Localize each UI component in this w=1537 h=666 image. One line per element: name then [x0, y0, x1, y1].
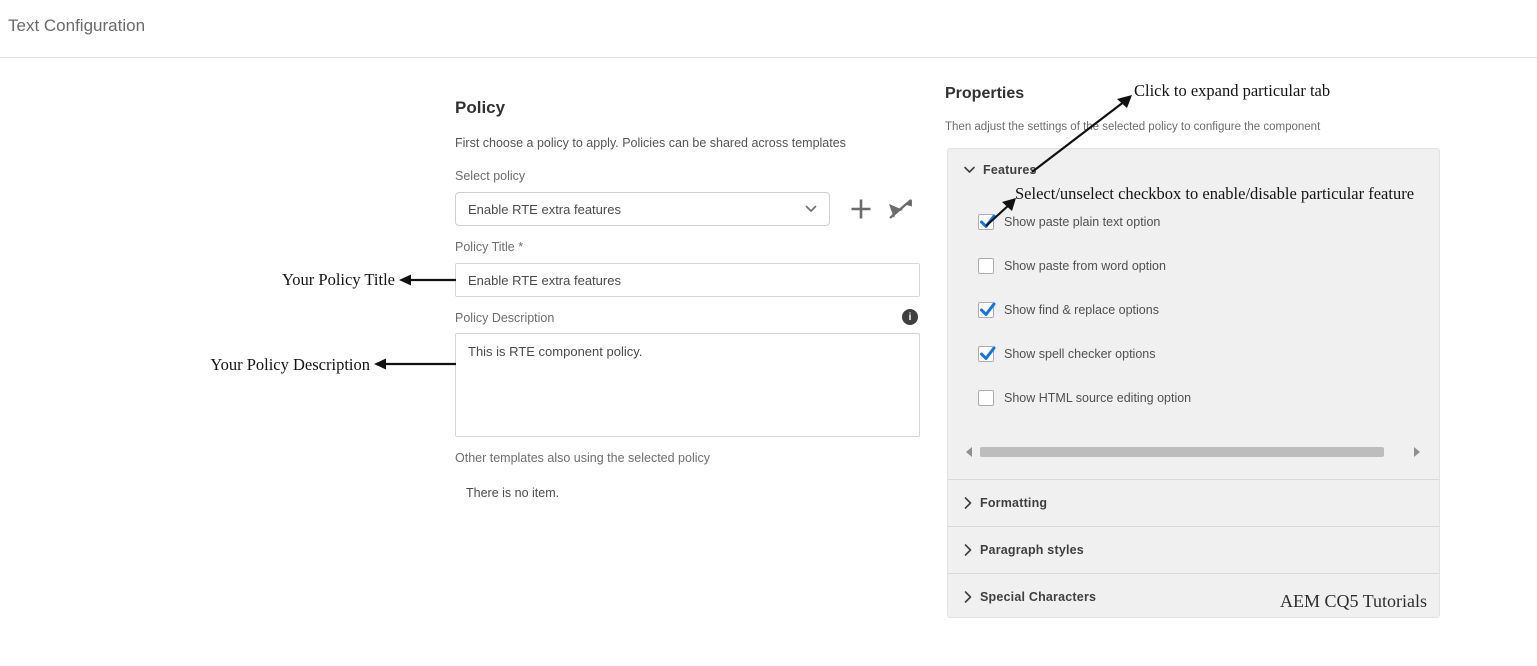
info-icon[interactable]	[902, 309, 918, 325]
checkbox-box	[978, 302, 994, 318]
policy-title-value: Enable RTE extra features	[468, 272, 621, 288]
chevron-down-icon	[805, 205, 817, 213]
checkbox-find-replace[interactable]	[978, 302, 1159, 318]
add-policy-button[interactable]	[847, 195, 875, 223]
annotation-checkbox-hint: Select/unselect checkbox to enable/disable particular feature	[1015, 184, 1415, 203]
select-policy-label: Select policy	[455, 169, 526, 183]
chevron-right-icon	[964, 544, 972, 556]
policy-section-subtitle: First choose a policy to apply. Policies can be shared across templates	[455, 136, 846, 150]
checkbox-box	[978, 258, 994, 274]
policy-section-title: Policy	[455, 98, 506, 117]
policy-description-textarea[interactable]	[455, 333, 920, 437]
scroll-right-arrow[interactable]	[1414, 447, 1420, 457]
tab-features-label: Features	[983, 163, 1037, 177]
checkbox-label: Show find & replace options	[1004, 303, 1159, 317]
annotation-policy-description: Your Policy Description	[210, 355, 370, 374]
annotation-policy-title: Your Policy Title	[282, 270, 395, 289]
chevron-down-icon	[964, 166, 975, 174]
tab-paragraph-styles-label: Paragraph styles	[980, 543, 1084, 557]
checkbox-label: Show spell checker options	[1004, 347, 1156, 361]
tab-formatting[interactable]	[948, 479, 1439, 526]
policy-description-label: Policy Description	[455, 311, 555, 325]
chevron-right-icon	[964, 497, 972, 509]
watermark-text: AEM CQ5 Tutorials	[1280, 591, 1428, 611]
policy-title-input[interactable]	[455, 263, 920, 297]
header-divider	[0, 57, 1537, 58]
page-title: Text Configuration	[8, 16, 146, 35]
properties-section-subtitle: Then adjust the settings of the selected policy to configure the component	[945, 121, 1321, 133]
plus-icon	[850, 198, 872, 220]
pointer-arrow-icon	[886, 197, 914, 221]
tab-formatting-label: Formatting	[980, 496, 1048, 510]
no-item-text: There is no item.	[466, 486, 560, 500]
chevron-right-icon	[964, 591, 972, 603]
annotation-arrow-left	[374, 357, 457, 371]
annotation-arrow-diagonal	[982, 196, 1022, 230]
checkbox-box	[978, 346, 994, 362]
scrollbar-thumb[interactable]	[980, 447, 1384, 457]
other-templates-label: Other templates also using the selected policy	[455, 451, 710, 465]
checkbox-label: Show paste plain text option	[1004, 215, 1161, 229]
apply-policy-button[interactable]	[884, 195, 916, 223]
tab-paragraph-styles[interactable]	[948, 526, 1439, 573]
annotation-arrow-left	[399, 273, 457, 287]
checkbox-paste-from-word[interactable]	[978, 258, 1166, 274]
horizontal-scrollbar	[958, 444, 1428, 460]
checkbox-label: Show HTML source editing option	[1004, 391, 1192, 405]
checkbox-spell-checker[interactable]	[978, 346, 1155, 362]
checkbox-box	[978, 390, 994, 406]
checkbox-label: Show paste from word option	[1004, 259, 1166, 273]
select-policy-dropdown[interactable]	[455, 192, 830, 226]
tab-special-characters-label: Special Characters	[980, 589, 1097, 604]
info-icon-glyph: i	[908, 311, 912, 323]
select-policy-value: Enable RTE extra features	[468, 201, 621, 217]
policy-title-label: Policy Title *	[455, 240, 524, 254]
policy-description-value: This is RTE component policy.	[468, 344, 643, 359]
annotation-expand-tab: Click to expand particular tab	[1134, 81, 1331, 100]
scroll-left-arrow[interactable]	[966, 447, 972, 457]
properties-section-title: Properties	[945, 85, 1025, 102]
checkbox-html-source[interactable]	[978, 390, 1191, 406]
annotation-arrow-diagonal	[1024, 92, 1136, 178]
